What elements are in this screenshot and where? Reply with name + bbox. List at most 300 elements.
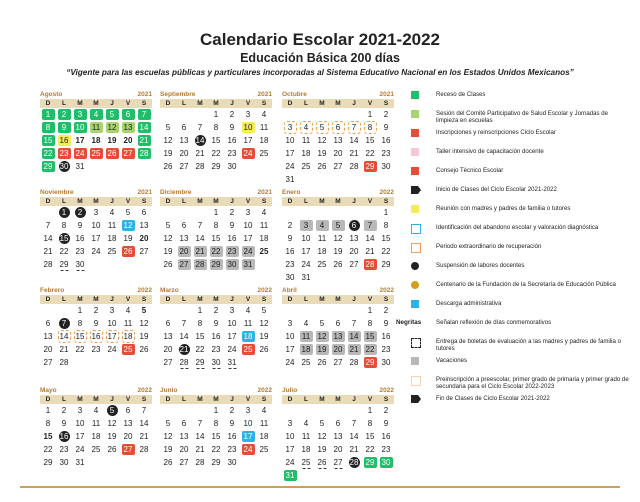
- day-cell: 18: [301, 445, 311, 454]
- day-cell: 5: [141, 306, 147, 315]
- day-cell: 17: [75, 432, 85, 441]
- day-cell: 12: [314, 330, 330, 343]
- weekday-header: S: [136, 395, 152, 404]
- legend-label: Vacaciones: [436, 357, 468, 364]
- legend-label: Suspensión de labores docentes: [436, 262, 525, 269]
- day-cell: 13: [123, 419, 133, 428]
- day-cell: 13: [43, 332, 53, 341]
- day-cell: 28: [195, 162, 205, 171]
- weekday-header: D: [282, 395, 298, 404]
- day-cell: 24: [285, 458, 295, 467]
- day-cell: 2: [383, 406, 389, 415]
- day-cell: 4: [303, 319, 309, 328]
- empty-cell: [282, 404, 298, 417]
- empty-cell: [282, 304, 298, 317]
- weekday-header: V: [362, 197, 378, 206]
- day-cell: 26: [163, 260, 173, 269]
- day-cell: 12: [163, 432, 173, 441]
- empty-cell: [298, 108, 314, 121]
- day-cell: 15: [40, 134, 56, 147]
- day-cell: 21: [349, 445, 359, 454]
- day-cell: 5: [165, 123, 171, 132]
- weekday-header: J: [104, 295, 120, 304]
- day-cell: 15: [211, 234, 221, 243]
- month-year: 2021: [137, 91, 152, 98]
- empty-cell: [160, 108, 176, 121]
- day-cell: 29: [195, 358, 205, 367]
- empty-cell: [192, 108, 208, 121]
- day-cell: 15: [195, 332, 205, 341]
- day-cell: 21: [195, 149, 205, 158]
- day-cell: 8: [367, 419, 373, 428]
- bottom-rule: [20, 486, 620, 488]
- day-cell: 2: [61, 406, 67, 415]
- day-cell: 13: [179, 234, 189, 243]
- empty-cell: [298, 206, 314, 219]
- weekday-header: M: [88, 197, 104, 206]
- day-cell: 19: [314, 343, 330, 356]
- month-name: Febrero: [40, 287, 65, 294]
- empty-cell: [346, 206, 362, 219]
- empty-cell: [298, 304, 314, 317]
- weekday-header: J: [224, 295, 240, 304]
- day-cell: 17: [107, 332, 117, 341]
- weekday-header: J: [346, 99, 362, 108]
- day-cell: 22: [208, 245, 224, 258]
- day-cell: 24: [240, 245, 256, 258]
- day-cell: 10: [285, 332, 295, 341]
- day-cell: 18: [123, 332, 133, 341]
- day-cell: 13: [330, 330, 346, 343]
- month-noviembre: [40, 188, 152, 271]
- month-year: 2022: [137, 387, 152, 394]
- day-cell: 25: [107, 247, 117, 256]
- day-cell: 9: [61, 419, 67, 428]
- empty-cell: [330, 304, 346, 317]
- day-cell: 24: [240, 443, 256, 456]
- weekday-header: L: [176, 197, 192, 206]
- day-cell: 4: [314, 219, 330, 232]
- legend-item: [396, 90, 636, 109]
- day-cell: 3: [287, 419, 293, 428]
- day-cell: 21: [346, 343, 362, 356]
- day-cell: 27: [333, 162, 343, 171]
- weekday-header: J: [104, 197, 120, 206]
- day-cell: 27: [333, 458, 343, 467]
- month-year: 2022: [257, 387, 272, 394]
- weekday-header: V: [362, 295, 378, 304]
- day-cell: 6: [120, 108, 136, 121]
- day-cell: 3: [77, 406, 83, 415]
- day-cell: 23: [381, 445, 391, 454]
- legend-swatch-icon: [411, 357, 419, 365]
- weekday-header: M: [314, 395, 330, 404]
- day-cell: 6: [141, 208, 147, 217]
- legend-item: [396, 394, 636, 413]
- day-cell: 10: [72, 121, 88, 134]
- day-cell: 19: [317, 149, 327, 158]
- day-cell: 9: [229, 221, 235, 230]
- day-cell: 12: [333, 234, 343, 243]
- day-cell: 8: [40, 121, 56, 134]
- legend-label: Consejo Técnico Escolar: [436, 167, 504, 174]
- weekday-header: L: [298, 295, 314, 304]
- legend-item: [396, 223, 636, 242]
- legend-swatch-icon: [411, 281, 419, 289]
- weekday-header: J: [346, 395, 362, 404]
- day-cell: 5: [104, 404, 120, 417]
- day-cell: 26: [317, 162, 327, 171]
- day-cell: 20: [123, 432, 133, 441]
- day-cell: 2: [229, 406, 235, 415]
- empty-cell: [160, 304, 176, 317]
- weekday-header: V: [120, 99, 136, 108]
- day-cell: 2: [213, 306, 219, 315]
- legend-label: Sesión del Comité Participativo de Salud Escolar y Jornadas de limpieza en escuelas: [436, 110, 609, 124]
- day-cell: 16: [211, 332, 221, 341]
- legend-label: Entrega de boletas de evaluación a las madres y padres de familia o tutores: [436, 338, 621, 352]
- day-cell: 11: [259, 419, 269, 428]
- day-cell: 24: [75, 445, 85, 454]
- day-cell: 29: [208, 258, 224, 271]
- day-cell: 7: [197, 221, 203, 230]
- day-cell: 19: [259, 332, 269, 341]
- weekday-header: L: [176, 395, 192, 404]
- weekday-header: L: [56, 197, 72, 206]
- day-cell: 3: [282, 121, 298, 134]
- weekday-header: M: [72, 197, 88, 206]
- month-octubre: [282, 90, 394, 186]
- day-cell: 31: [285, 175, 295, 184]
- day-cell: 3: [287, 319, 293, 328]
- day-cell: 16: [381, 432, 391, 441]
- day-cell: 22: [211, 149, 221, 158]
- month-name: Diciembre: [160, 189, 192, 196]
- day-cell: 10: [243, 419, 253, 428]
- day-cell: 26: [163, 458, 173, 467]
- day-cell: 8: [213, 123, 219, 132]
- day-cell: 7: [141, 406, 147, 415]
- empty-cell: [346, 108, 362, 121]
- day-cell: 27: [139, 247, 149, 256]
- weekday-header: L: [176, 295, 192, 304]
- day-cell: 9: [229, 419, 235, 428]
- day-cell: 2: [383, 306, 389, 315]
- weekday-header: D: [160, 395, 176, 404]
- empty-cell: [176, 206, 192, 219]
- day-cell: 25: [259, 445, 269, 454]
- day-cell: 1: [197, 306, 203, 315]
- legend-swatch-icon: [411, 110, 419, 118]
- day-cell: 6: [346, 219, 362, 232]
- legend: [396, 90, 636, 413]
- day-cell: 14: [349, 136, 359, 145]
- day-cell: 6: [330, 121, 346, 134]
- weekday-header: M: [330, 197, 346, 206]
- day-cell: 10: [285, 432, 295, 441]
- month-name: Enero: [282, 189, 301, 196]
- day-cell: 12: [317, 136, 327, 145]
- day-cell: 24: [301, 260, 311, 269]
- day-cell: 11: [259, 123, 269, 132]
- legend-item: [396, 280, 636, 299]
- weekday-header: M: [208, 395, 224, 404]
- empty-cell: [176, 404, 192, 417]
- weekday-header: L: [176, 99, 192, 108]
- day-cell: 17: [75, 136, 85, 145]
- weekday-header: D: [40, 99, 56, 108]
- weekday-header: M: [72, 295, 88, 304]
- month-name: Julio: [282, 387, 298, 394]
- day-cell: 1: [213, 110, 219, 119]
- day-cell: 21: [349, 149, 359, 158]
- day-cell: 20: [333, 445, 343, 454]
- month-febrero: [40, 286, 152, 369]
- day-cell: 28: [43, 260, 53, 269]
- day-cell: 26: [120, 245, 136, 258]
- weekday-header: S: [378, 395, 394, 404]
- day-cell: 12: [139, 319, 149, 328]
- day-cell: 31: [301, 273, 311, 282]
- empty-cell: [282, 206, 298, 219]
- month-year: 2021: [137, 189, 152, 196]
- weekday-header: L: [298, 197, 314, 206]
- weekday-header: M: [330, 295, 346, 304]
- day-cell: 25: [301, 358, 311, 367]
- day-cell: 18: [107, 234, 117, 243]
- month-junio: [160, 386, 272, 469]
- day-cell: 28: [362, 258, 378, 271]
- day-cell: 6: [45, 319, 51, 328]
- day-cell: 25: [301, 458, 311, 467]
- empty-cell: [160, 206, 176, 219]
- day-cell: 30: [211, 358, 221, 367]
- weekday-header: M: [72, 99, 88, 108]
- day-cell: 30: [378, 456, 394, 469]
- day-cell: 4: [93, 406, 99, 415]
- month-abril: [282, 286, 394, 369]
- day-cell: 20: [179, 149, 189, 158]
- day-cell: 10: [301, 234, 311, 243]
- weekday-header: S: [378, 295, 394, 304]
- day-cell: 23: [227, 445, 237, 454]
- day-cell: 21: [139, 432, 149, 441]
- day-cell: 11: [301, 136, 311, 145]
- weekday-header: M: [314, 197, 330, 206]
- day-cell: 8: [213, 221, 219, 230]
- month-year: 2021: [257, 189, 272, 196]
- day-cell: 20: [333, 149, 343, 158]
- day-cell: 1: [367, 110, 373, 119]
- day-cell: 3: [93, 208, 99, 217]
- day-cell: 17: [301, 247, 311, 256]
- day-cell: 23: [56, 147, 72, 160]
- day-cell: 13: [333, 136, 343, 145]
- day-cell: 11: [317, 234, 327, 243]
- day-cell: 10: [91, 221, 101, 230]
- day-cell: 27: [179, 162, 189, 171]
- day-cell: 25: [259, 149, 269, 158]
- day-cell: 30: [285, 273, 295, 282]
- day-cell: 22: [211, 445, 221, 454]
- day-cell: 17: [243, 234, 253, 243]
- page-title: Calendario Escolar 2021-2022: [199, 30, 441, 49]
- day-cell: 26: [107, 445, 117, 454]
- day-cell: 8: [61, 221, 67, 230]
- day-cell: 30: [381, 358, 391, 367]
- weekday-header: M: [330, 99, 346, 108]
- day-cell: 28: [179, 358, 189, 367]
- empty-cell: [192, 404, 208, 417]
- legend-label: Centenario de la Fundación de la Secretaría de Educación Pública: [436, 281, 616, 288]
- day-cell: 21: [136, 134, 152, 147]
- day-cell: 17: [227, 332, 237, 341]
- weekday-header: D: [282, 295, 298, 304]
- day-cell: 26: [163, 162, 173, 171]
- month-enero: [282, 188, 394, 284]
- day-cell: 14: [195, 432, 205, 441]
- month-marzo: [160, 286, 272, 369]
- day-cell: 26: [317, 358, 327, 367]
- day-cell: 2: [287, 221, 293, 230]
- day-cell: 2: [56, 108, 72, 121]
- weekday-header: S: [256, 99, 272, 108]
- day-cell: 30: [227, 458, 237, 467]
- empty-cell: [314, 108, 330, 121]
- weekday-header: D: [282, 99, 298, 108]
- weekday-header: M: [192, 395, 208, 404]
- legend-item: [396, 147, 636, 166]
- weekday-header: L: [298, 395, 314, 404]
- empty-cell: [346, 304, 362, 317]
- day-cell: 14: [136, 121, 152, 134]
- day-cell: 28: [136, 147, 152, 160]
- day-cell: 29: [362, 456, 378, 469]
- day-cell: 21: [59, 345, 69, 354]
- day-cell: 15: [75, 332, 85, 341]
- empty-cell: [40, 304, 56, 317]
- day-cell: 29: [211, 162, 221, 171]
- month-name: Noviembre: [40, 189, 74, 196]
- day-cell: 22: [365, 445, 375, 454]
- day-cell: 15: [211, 136, 221, 145]
- legend-label: Identificación del abandono escolar y valoración diagnóstica: [436, 224, 599, 231]
- day-cell: 19: [107, 136, 117, 145]
- day-cell: 22: [381, 247, 391, 256]
- weekday-header: M: [208, 197, 224, 206]
- day-cell: 10: [243, 221, 253, 230]
- weekday-header: S: [136, 295, 152, 304]
- legend-label: Señalan reflexión de días conmemorativos: [436, 319, 552, 326]
- day-cell: 10: [227, 319, 237, 328]
- day-cell: 6: [181, 419, 187, 428]
- day-cell: 14: [43, 234, 53, 243]
- day-cell: 6: [125, 406, 131, 415]
- day-cell: 12: [107, 419, 117, 428]
- day-cell: 9: [287, 234, 293, 243]
- empty-cell: [314, 304, 330, 317]
- day-cell: 22: [59, 247, 69, 256]
- legend-swatch-icon: [411, 376, 421, 386]
- weekday-header: L: [56, 295, 72, 304]
- day-cell: 11: [243, 319, 253, 328]
- day-cell: 20: [123, 136, 133, 145]
- month-year: 2022: [137, 287, 152, 294]
- day-cell: 21: [365, 247, 375, 256]
- day-cell: 1: [40, 108, 56, 121]
- day-cell: 10: [75, 419, 85, 428]
- day-cell: 20: [43, 345, 53, 354]
- legend-swatch-icon: [411, 167, 419, 175]
- day-cell: 25: [88, 147, 104, 160]
- weekday-header: D: [160, 197, 176, 206]
- day-cell: 26: [317, 458, 327, 467]
- day-cell: 1: [45, 406, 51, 415]
- legend-label: Preinscripción a preescolar, primer grado de primaria y primer grado de secundaria para el Ciclo Escolar 2022-2023: [436, 376, 629, 390]
- weekday-header: S: [378, 99, 394, 108]
- day-cell: 12: [120, 219, 136, 232]
- day-cell: 2: [383, 110, 389, 119]
- day-cell: 23: [285, 260, 295, 269]
- month-year: 2021: [379, 91, 394, 98]
- weekday-header: M: [314, 295, 330, 304]
- day-cell: 22: [365, 149, 375, 158]
- weekday-header: M: [192, 99, 208, 108]
- day-cell: 27: [176, 258, 192, 271]
- day-cell: 14: [59, 332, 69, 341]
- empty-cell: [346, 404, 362, 417]
- day-cell: 18: [91, 432, 101, 441]
- day-cell: 10: [240, 121, 256, 134]
- day-cell: 15: [365, 136, 375, 145]
- day-cell: 1: [367, 406, 373, 415]
- month-septiembre: [160, 90, 272, 173]
- day-cell: 29: [362, 356, 378, 369]
- legend-item: [396, 166, 636, 185]
- day-cell: 25: [240, 343, 256, 356]
- day-cell: 5: [314, 121, 330, 134]
- day-cell: 4: [261, 110, 267, 119]
- day-cell: 6: [181, 221, 187, 230]
- day-cell: 16: [91, 332, 101, 341]
- day-cell: 27: [163, 358, 173, 367]
- month-mayo: [40, 386, 152, 469]
- weekday-header: D: [40, 197, 56, 206]
- day-cell: 11: [91, 419, 101, 428]
- month-year: 2022: [257, 287, 272, 294]
- weekday-header: M: [88, 295, 104, 304]
- day-cell: 22: [75, 345, 85, 354]
- day-cell: 25: [301, 162, 311, 171]
- weekday-header: L: [298, 99, 314, 108]
- day-cell: 18: [317, 247, 327, 256]
- weekday-header: S: [378, 197, 394, 206]
- weekday-header: V: [240, 395, 256, 404]
- empty-cell: [176, 108, 192, 121]
- legend-swatch-icon: [411, 91, 419, 99]
- legend-swatch-icon: [411, 395, 421, 403]
- weekday-header: D: [160, 99, 176, 108]
- day-cell: 16: [381, 136, 391, 145]
- day-cell: 1: [77, 306, 83, 315]
- day-cell: 30: [75, 260, 85, 269]
- day-cell: 12: [163, 234, 173, 243]
- day-cell: 24: [91, 247, 101, 256]
- legend-swatch-icon: [411, 224, 421, 234]
- day-cell: 16: [285, 247, 295, 256]
- day-cell: 26: [333, 260, 343, 269]
- day-cell: 1: [383, 208, 389, 217]
